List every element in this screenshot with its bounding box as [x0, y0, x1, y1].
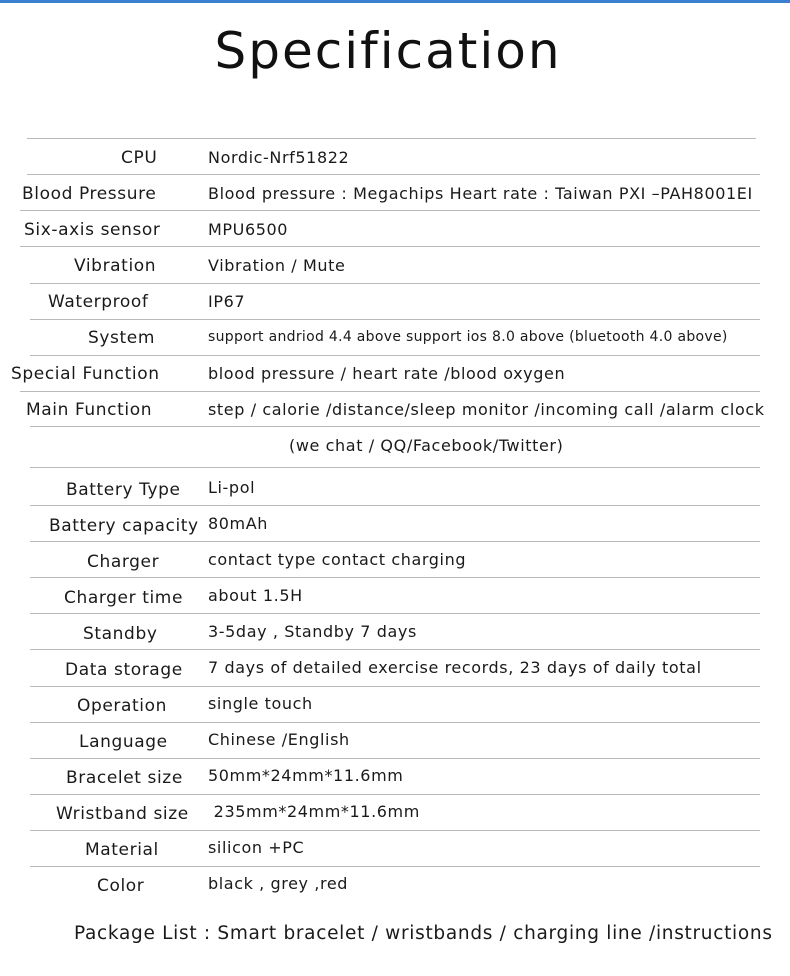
spec-value-waterproof: IP67 — [208, 292, 246, 311]
spec-label-standby: Standby — [83, 624, 158, 644]
spec-label-operation: Operation — [77, 696, 168, 716]
table-divider — [30, 794, 760, 795]
spec-label-vibration: Vibration — [74, 256, 157, 276]
spec-value-standby: 3-5day , Standby 7 days — [208, 622, 417, 641]
spec-label-bracelet-size: Bracelet size — [66, 768, 183, 788]
table-divider — [30, 541, 760, 542]
spec-label-charger: Charger — [87, 552, 160, 572]
table-divider — [30, 355, 760, 356]
spec-label-battery-type: Battery Type — [66, 480, 181, 500]
spec-label-data-storage: Data storage — [65, 660, 183, 680]
table-divider — [30, 649, 760, 650]
table-divider — [30, 426, 760, 427]
table-divider — [30, 505, 760, 506]
spec-label-wristband-size: Wristband size — [56, 804, 189, 824]
table-divider — [30, 830, 760, 831]
table-divider — [30, 866, 760, 867]
spec-label-material: Material — [85, 840, 159, 860]
spec-value-cpu: Nordic-Nrf51822 — [208, 148, 350, 167]
table-divider — [30, 319, 760, 320]
spec-label-system: System — [88, 328, 155, 348]
spec-value-vibration: Vibration / Mute — [208, 256, 346, 275]
spec-value-charger: contact type contact charging — [208, 550, 467, 569]
spec-label-cpu: CPU — [121, 148, 158, 168]
spec-value-operation: single touch — [208, 694, 313, 713]
table-divider — [20, 210, 760, 211]
table-divider — [27, 138, 756, 139]
spec-label-blood-pressure: Blood Pressure — [22, 184, 157, 204]
top-accent-bar — [0, 0, 790, 3]
table-divider — [30, 283, 760, 284]
spec-value-bracelet-size: 50mm*24mm*11.6mm — [208, 766, 404, 785]
spec-value-data-storage: 7 days of detailed exercise records, 23 days of daily total — [208, 658, 702, 677]
spec-value-blood-pressure: Blood pressure : Megachips Heart rate : Taiwan PXI –PAH8001EI — [208, 184, 753, 203]
spec-value-system: support andriod 4.4 above support ios 8.0 above (bluetooth 4.0 above) — [208, 329, 728, 345]
table-divider — [30, 722, 760, 723]
spec-label-language: Language — [79, 732, 168, 752]
spec-label-battery-capacity: Battery capacity — [49, 516, 199, 536]
spec-value-color: black , grey ,red — [208, 874, 349, 893]
spec-value-charger-time: about 1.5H — [208, 586, 303, 605]
table-divider — [20, 246, 760, 247]
spec-value-main-function-continued: (we chat / QQ/Facebook/Twitter) — [289, 436, 564, 455]
table-divider — [27, 174, 760, 175]
table-divider — [20, 391, 760, 392]
package-list: Package List : Smart bracelet / wristbands / charging line /instructions — [74, 923, 773, 944]
spec-value-language: Chinese /English — [208, 730, 350, 749]
spec-value-battery-type: Li-pol — [208, 478, 256, 497]
spec-label-charger-time: Charger time — [64, 588, 184, 608]
spec-value-battery-capacity: 80mAh — [208, 514, 269, 533]
spec-value-six-axis-sensor: MPU6500 — [208, 220, 289, 239]
page-title: Specification — [214, 22, 562, 80]
spec-label-six-axis-sensor: Six-axis sensor — [24, 220, 161, 240]
table-divider — [30, 758, 760, 759]
table-divider — [30, 467, 760, 468]
spec-value-wristband-size: 235mm*24mm*11.6mm — [208, 802, 420, 821]
table-divider — [30, 577, 760, 578]
table-divider — [30, 686, 760, 687]
spec-label-main-function: Main Function — [26, 400, 153, 420]
spec-label-special-function: Special Function — [11, 364, 160, 384]
spec-value-material: silicon +PC — [208, 838, 305, 857]
spec-value-special-function: blood pressure / heart rate /blood oxygen — [208, 364, 566, 383]
spec-label-color: Color — [97, 876, 145, 896]
spec-label-waterproof: Waterproof — [48, 292, 149, 312]
table-divider — [30, 613, 760, 614]
spec-value-main-function: step / calorie /distance/sleep monitor /incoming call /alarm clock — [208, 400, 765, 419]
